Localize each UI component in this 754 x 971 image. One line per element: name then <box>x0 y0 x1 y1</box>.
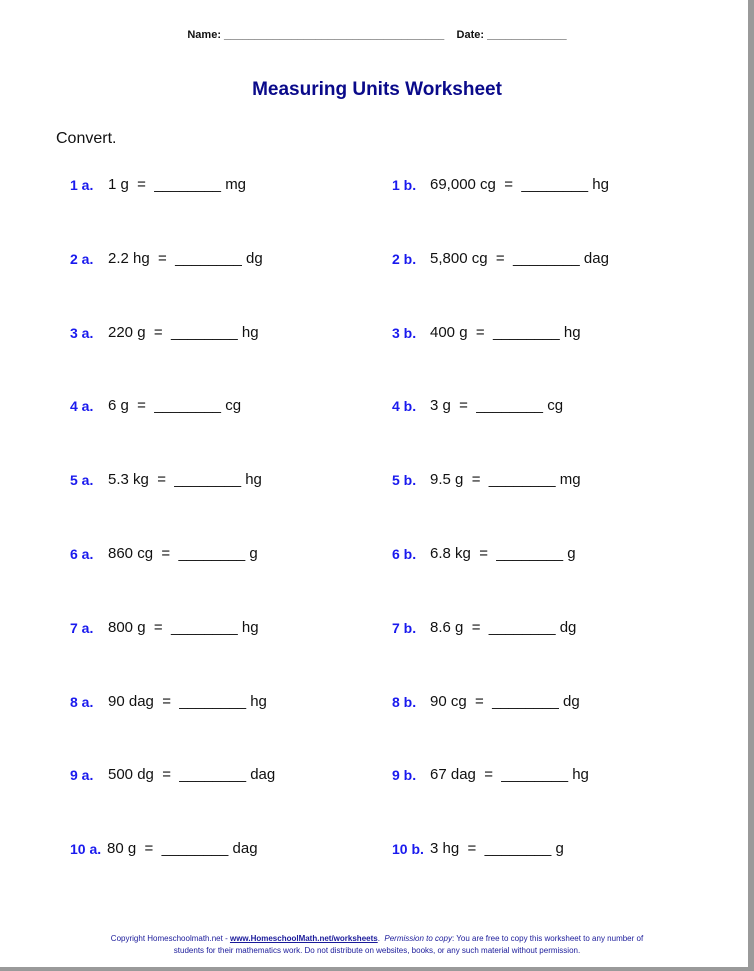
problem-label: 5 b. <box>392 472 417 489</box>
problem-expression: 220 g = ________ hg <box>108 323 259 341</box>
copyright-text: Copyright Homeschoolmath.net - <box>110 934 230 943</box>
problem-expression: 6 g = ________ cg <box>108 397 242 415</box>
problem-expression: 90 cg = ________ dg <box>430 692 580 710</box>
problem-expression: 9.5 g = ________ mg <box>430 471 581 489</box>
problem-expression: 8.6 g = ________ dg <box>430 618 577 636</box>
permission-text: : You are free to copy this worksheet to any number of students for their mathematics work. Do not distribute on websites, books, or any such material without permission. <box>173 934 644 955</box>
problem-label: 9 b. <box>392 767 417 784</box>
problem-label: 6 a. <box>70 546 94 562</box>
problem-label: 10 b. <box>392 841 424 858</box>
worksheet-title: Measuring Units Worksheet <box>252 79 502 100</box>
problem-label: 3 b. <box>392 324 417 341</box>
permission-label: Permission to copy <box>384 934 452 943</box>
instruction: Convert. <box>56 130 117 147</box>
name-blank: ____________________________________ <box>224 29 445 41</box>
problem-expression: 1 g = ________ mg <box>108 176 247 193</box>
problem-label: 5 a. <box>70 472 94 489</box>
problem-label: 1 a. <box>70 177 94 193</box>
problem-expression: 67 dag = ________ hg <box>430 766 589 784</box>
problem-label: 10 a. <box>70 841 102 858</box>
problem-expression: 69,000 cg = ________ hg <box>430 176 609 193</box>
problem-label: 8 a. <box>70 693 94 710</box>
problem-expression: 400 g = ________ hg <box>430 323 581 341</box>
problem-label: 1 b. <box>392 177 417 193</box>
footer: Copyright Homeschoolmath.net - www.HomeschoolMath.net/worksheets. Permission to copy: You are free to copy this worksheet to any number of students for their mathematics work. Do not distribute on websites, books, or any such material without permission. <box>110 934 644 955</box>
problem-expression: 3 g = ________ cg <box>430 397 564 415</box>
problem-label: 6 b. <box>392 546 417 562</box>
date-label: Date: <box>456 29 485 41</box>
problem-expression: 5,800 cg = ________ dag <box>430 249 609 267</box>
problem-label: 7 b. <box>392 619 417 636</box>
problem-expression: 860 cg = ________ g <box>108 545 258 562</box>
problem-label: 7 a. <box>70 619 94 636</box>
problem-expression: 5.3 kg = ________ hg <box>108 471 262 489</box>
problem-label: 9 a. <box>70 767 94 784</box>
problem-label: 8 b. <box>392 693 417 710</box>
problem-label: 2 b. <box>392 250 417 267</box>
worksheets-link[interactable]: www.HomeschoolMath.net/worksheets <box>229 934 378 943</box>
problem-expression: 500 dg = ________ dag <box>108 766 276 784</box>
problem-expression: 6.8 kg = ________ g <box>430 545 576 562</box>
name-label: Name: <box>187 29 221 41</box>
problem-expression: 80 g = ________ dag <box>107 840 258 858</box>
problem-label: 3 a. <box>70 324 94 341</box>
problem-label: 4 b. <box>392 398 417 415</box>
date-blank: _____________ <box>487 29 567 41</box>
problem-expression: 90 dag = ________ hg <box>108 692 267 710</box>
problem-label: 2 a. <box>70 250 94 267</box>
name-date-header <box>0 29 754 41</box>
problem-expression: 2.2 hg = ________ dg <box>108 249 263 267</box>
problem-expression: 800 g = ________ hg <box>108 618 259 636</box>
problem-label: 4 a. <box>70 398 94 415</box>
problem-expression: 3 hg = ________ g <box>430 840 564 858</box>
